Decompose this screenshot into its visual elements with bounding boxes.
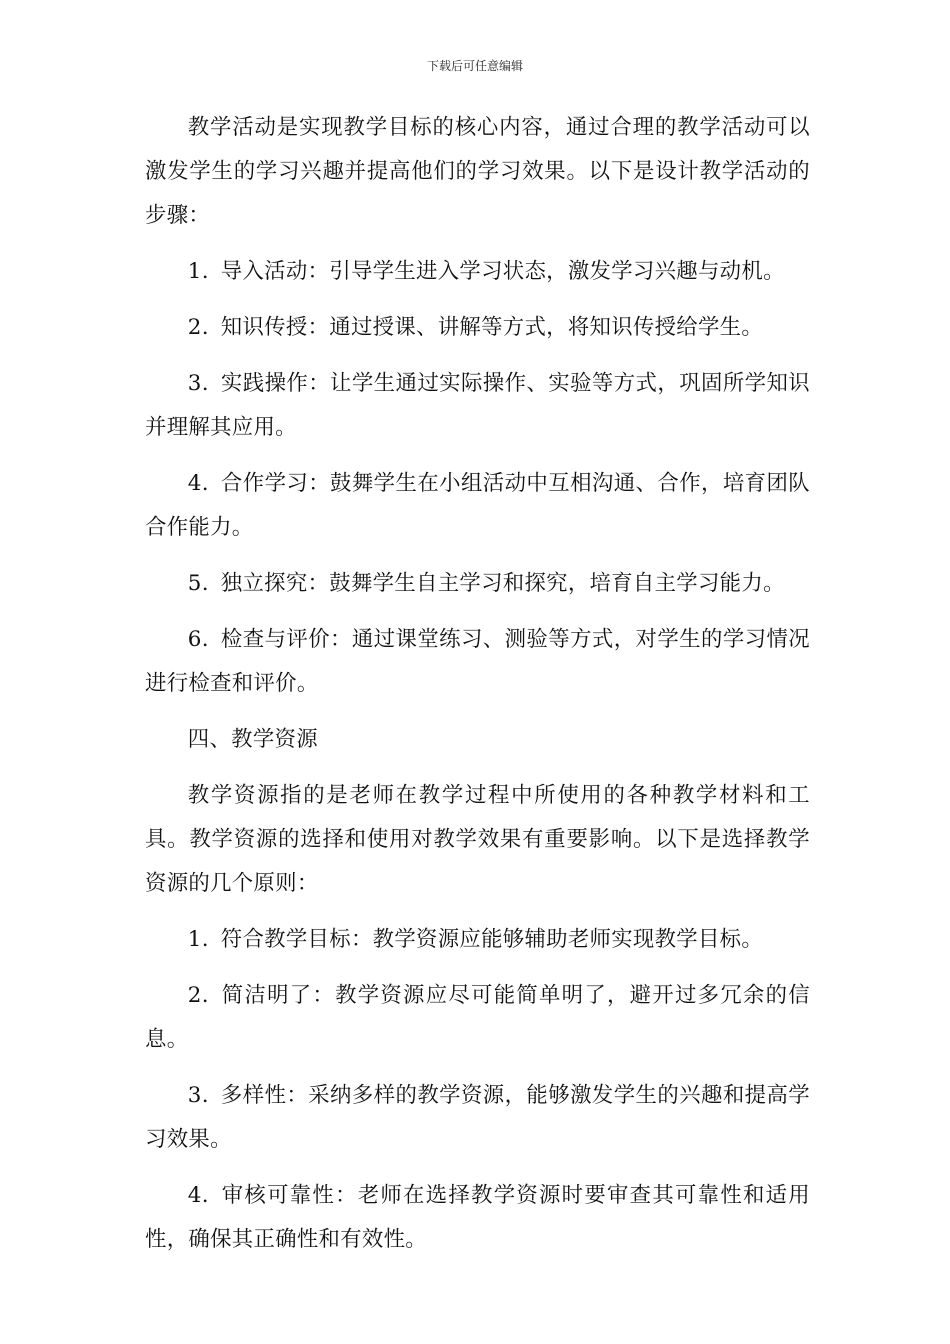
principle-text: 多样性：采纳多样的教学资源，能够激发学生的兴趣和提高学习效果。 [145,1083,810,1152]
activity-step-1 [145,250,810,294]
resource-principle-2 [145,974,810,1062]
step-text: 独立探究：鼓舞学生自主学习和探究，培育自主学习能力。 [220,571,785,596]
activity-step-5 [145,562,810,606]
resource-principle-3 [145,1074,810,1162]
section-heading: 四、教学资源 [187,727,318,752]
step-number: 6. [187,627,209,652]
step-text: 合作学习：鼓舞学生在小组活动中互相沟通、合作，培育团队合作能力。 [145,471,810,540]
activity-step-6 [145,618,810,706]
principle-text: 符合教学目标：教学资源应能够辅助老师实现教学目标。 [220,927,764,952]
step-text: 检查与评价：通过课堂练习、测验等方式，对学生的学习情况进行检查和评价。 [145,627,810,696]
principle-text: 审核可靠性：老师在选择教学资源时要审查其可靠性和适用性，确保其正确性和有效性。 [145,1183,810,1252]
activity-intro-paragraph: 教学活动是实现教学目标的核心内容，通过合理的教学活动可以激发学生的学习兴趣并提高他们的学习效果。以下是设计教学活动的步骤： [145,115,810,228]
step-number: 4. [187,471,209,496]
principle-number: 4. [187,1183,209,1208]
resource-principle-1 [145,918,810,962]
page-header: 下载后可任意编辑 [426,59,523,73]
activity-step-2 [145,306,810,350]
activity-step-4 [145,462,810,550]
principle-number: 1. [187,927,209,952]
resources-intro-paragraph: 教学资源指的是老师在教学过程中所使用的各种教学材料和工具。教学资源的选择和使用对教学效果有重要影响。以下是选择教学资源的几个原则： [145,783,810,896]
activity-step-3 [145,362,810,450]
step-text: 实践操作：让学生通过实际操作、实验等方式，巩固所学知识并理解其应用。 [145,371,810,440]
step-number: 5. [187,571,209,596]
step-number: 1. [187,259,209,284]
resource-principle-4 [145,1174,810,1262]
step-text: 导入活动：引导学生进入学习状态，激发学习兴趣与动机。 [220,259,785,284]
principle-number: 3. [187,1083,209,1108]
document-body [145,106,810,1274]
step-number: 3. [187,371,209,396]
step-text: 知识传授：通过授课、讲解等方式，将知识传授给学生。 [220,315,764,340]
step-number: 2. [187,315,209,340]
principle-number: 2. [187,983,209,1008]
principle-text: 简洁明了：教学资源应尽可能简单明了，避开过多冗余的信息。 [145,983,810,1052]
